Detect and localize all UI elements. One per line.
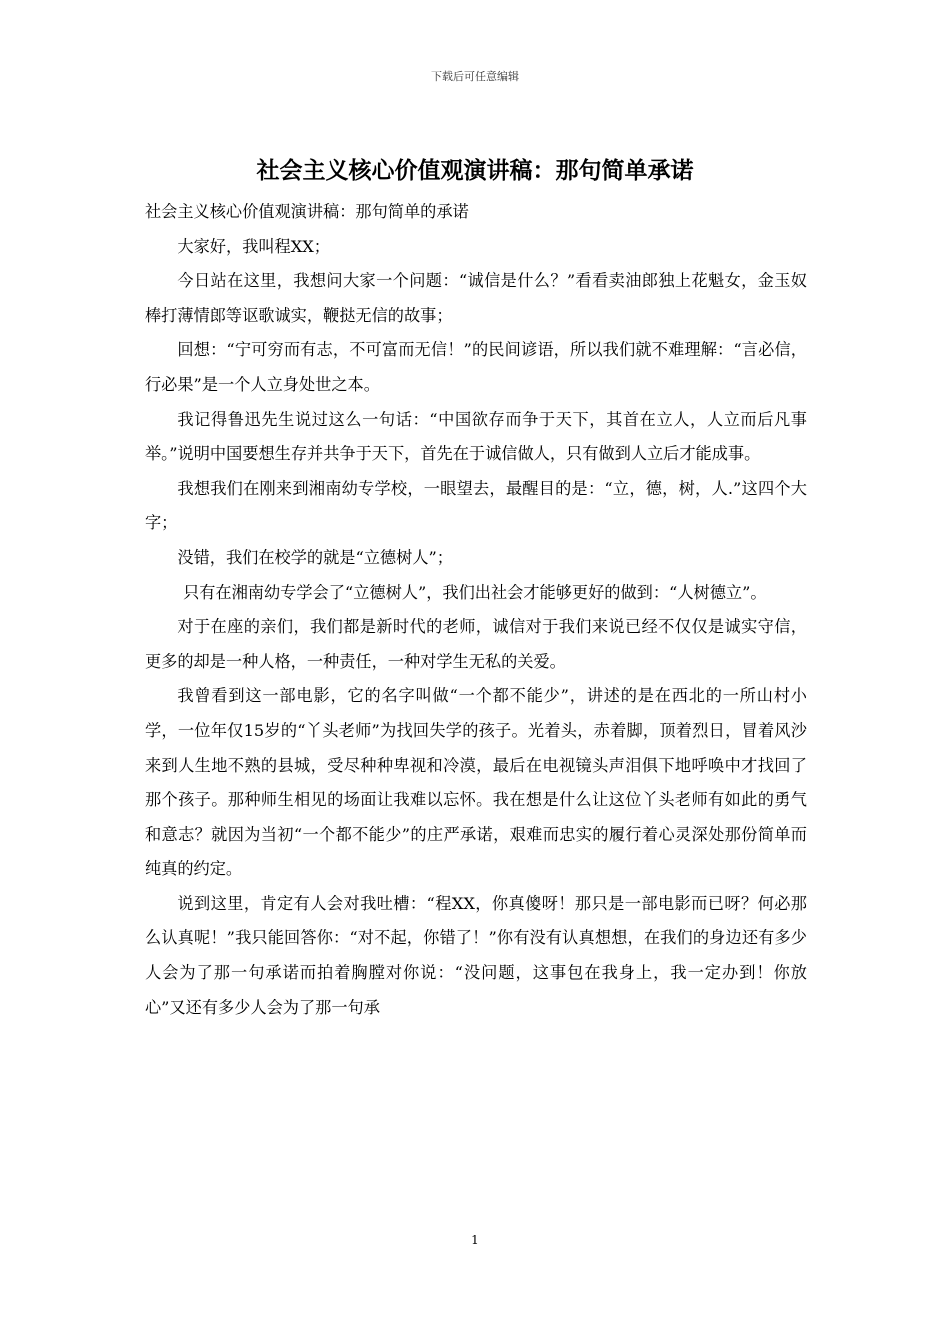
paragraph: 只有在湘南幼专学会了“立德树人”，我们出社会才能够更好的做到：“人树德立”。 (183, 582, 767, 602)
paragraph: 回想：“宁可穷而有志，不可富而无信！”的民间谚语，所以我们就不难理解：“言必信，行必果”是一个人立身处世之本。 (145, 340, 807, 394)
page-number: 1 (471, 1233, 479, 1247)
paragraph: 大家好，我叫程XX； (177, 236, 330, 256)
paragraph: 说到这里，肯定有人会对我吐槽：“程XX，你真傻呀！那只是一部电影而已呀？何必那么认真呢！”我只能回答你：“对不起，你错了！”你有没有认真想想，在我们的身边还有多少人会为了那一句承诺而拍着胸膛对你说：“没问题，这事包在我身上，我一定办到！你放心”又还有多少人会为了那一句承 (145, 893, 807, 1017)
paragraph: 没错，我们在校学的就是“立德树人”； (177, 547, 453, 567)
paragraph: 我想我们在刚来到湘南幼专学校，一眼望去，最醒目的是：“立，德，树，人.”这四个大字； (145, 478, 807, 533)
page-header: 下载后可任意编辑 (431, 70, 519, 83)
document-title: 社会主义核心价值观演讲稿：那句简单承诺 (256, 158, 694, 184)
document-body (145, 195, 807, 1025)
paragraph: 我曾看到这一部电影，它的名字叫做“一个都不能少”，讲述的是在西北的一所山村小学，一位年仅15岁的“丫头老师”为找回失学的孩子。光着头，赤着脚，顶着烈日，冒着风沙来到人生地不熟的县城，受尽种种卑视和冷漠，最后在电视镜头声泪俱下地呼唤中才找回了那个孩子。那种师生相见的场面让我难以忘怀。我在想是什么让这位丫头老师有如此的勇气和意志？就因为当初“一个都不能少”的庄严承诺，艰难而忠实的履行着心灵深处那份简单而纯真的约定。 (145, 686, 807, 879)
paragraph-subtitle: 社会主义核心价值观演讲稿：那句简单的承诺 (145, 202, 469, 221)
paragraph: 我记得鲁迅先生说过这么一句话：“中国欲存而争于天下，其首在立人，人立而后凡事举。”说明中国要想生存并共争于天下，首先在于诚信做人，只有做到人立后才能成事。 (145, 409, 807, 464)
paragraph: 今日站在这里，我想问大家一个问题：“诚信是什么？”看看卖油郎独上花魁女，金玉奴棒打薄情郎等讴歌诚实，鞭挞无信的故事； (145, 271, 807, 325)
paragraph: 对于在座的亲们，我们都是新时代的老师，诚信对于我们来说已经不仅仅是诚实守信，更多的却是一种人格，一种责任，一种对学生无私的关爱。 (145, 617, 807, 671)
